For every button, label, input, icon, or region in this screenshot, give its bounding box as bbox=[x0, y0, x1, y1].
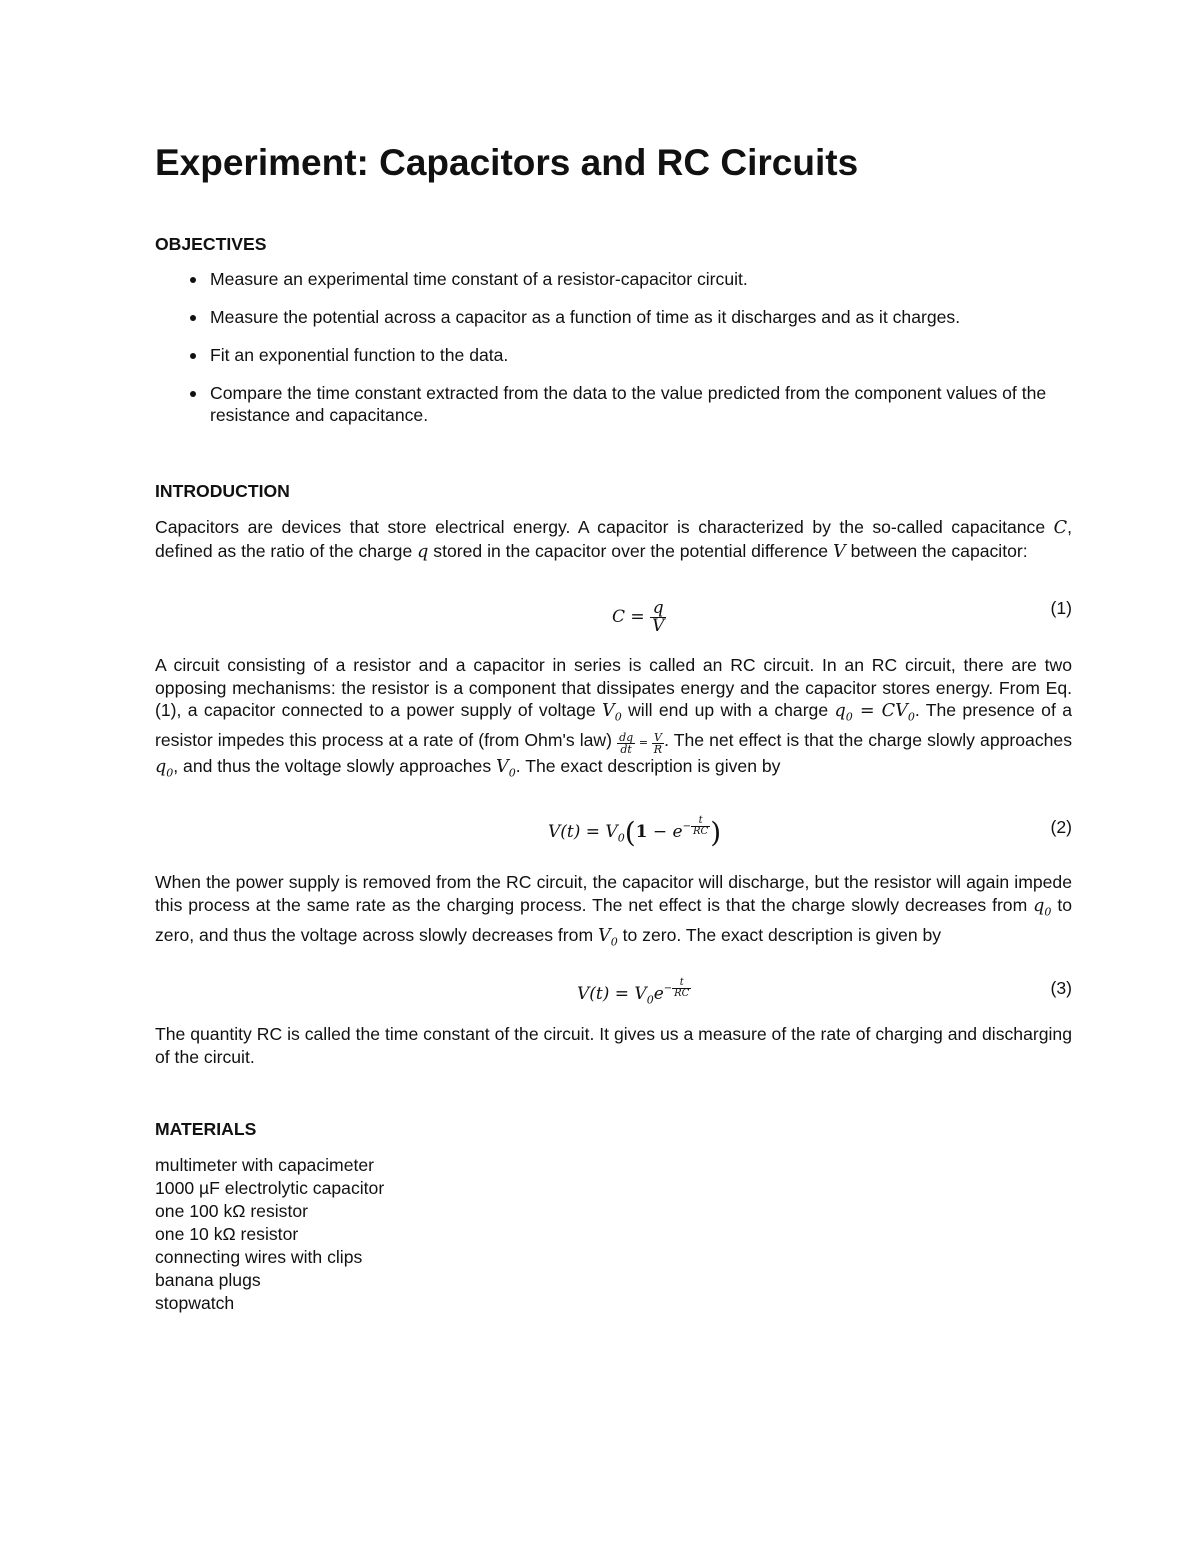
equation-3-formula: $V(t) = V_0e^{- \frac{t}{RC}}$ bbox=[577, 977, 690, 1007]
introduction-heading: INTRODUCTION bbox=[155, 481, 290, 501]
materials-list bbox=[155, 1154, 384, 1315]
document-title: Experiment: Capacitors and RC Circuits bbox=[155, 142, 859, 183]
list-item: Measure the potential across a capacitor as a function of time as it discharges and as it charges. bbox=[155, 306, 1072, 328]
equation-3 bbox=[155, 974, 1072, 1020]
list-item: Compare the time constant extracted from the data to the value predicted from the component values of the resistance and capacitance. bbox=[155, 382, 1072, 426]
intro-paragraph-3: When the power supply is removed from the RC circuit, the capacitor will discharge, but the resistor will again impede this process at the same rate as the charging process. The net effect is that the charge slowly decreases from $q_0$ to zero, and thus the voltage across slowly decreases from $V_0$ to zero. The exact description is given by bbox=[155, 872, 1072, 949]
list-item: Fit an exponential function to the data. bbox=[155, 344, 1072, 366]
objectives-list bbox=[155, 268, 1072, 442]
list-item: stopwatch bbox=[155, 1293, 235, 1313]
list-item: one 100 kΩ resistor bbox=[155, 1201, 309, 1221]
list-item: connecting wires with clips bbox=[155, 1247, 363, 1267]
list-item: banana plugs bbox=[155, 1270, 261, 1290]
equation-2-number: (2) bbox=[1050, 817, 1072, 837]
list-item: multimeter with capacimeter bbox=[155, 1155, 375, 1175]
list-item: 1000 µF electrolytic capacitor bbox=[155, 1178, 385, 1198]
intro-paragraph-4: The quantity RC is called the time constant of the circuit. It gives us a measure of the rate of charging and discharging of the circuit. bbox=[155, 1024, 1072, 1067]
equation-1 bbox=[155, 598, 1072, 644]
equation-1-formula: C = $\frac{q}{V}$ bbox=[612, 598, 665, 636]
materials-heading: MATERIALS bbox=[155, 1119, 257, 1139]
list-item: one 10 kΩ resistor bbox=[155, 1224, 299, 1244]
equation-2 bbox=[155, 812, 1072, 858]
intro-paragraph-1: Capacitors are devices that store electrical energy. A capacitor is characterized by the so-called capacitance C, defined as the ratio of the charge q stored in the capacitor over the potential difference V between the capacitor: bbox=[155, 517, 1072, 562]
intro-paragraph-2: A circuit consisting of a resistor and a capacitor in series is called an RC circuit. In an RC circuit, there are two opposing mechanisms: the resistor is a component that dissipates energy and the capacitor stores energy. From Eq. (1), a capacitor connected to a power supply of voltage $V_0$ will end up with a charge $q_0 = CV_0$. The presence of a resistor impedes this process at a rate of (from Ohm's law) $\frac{dq}{dt}$ = $\frac{V}{R}$ . The net effect is that the charge slowly approaches $q_0$, and thus the voltage slowly approaches $V_0$. The exact description is given by bbox=[155, 655, 1072, 780]
equation-3-number: (3) bbox=[1050, 978, 1072, 998]
equation-1-number: (1) bbox=[1050, 598, 1072, 618]
list-item: Measure an experimental time constant of a resistor-capacitor circuit. bbox=[155, 268, 1072, 290]
objectives-heading: OBJECTIVES bbox=[155, 234, 267, 254]
equation-2-formula: $V(t) = V_0(1 - e^{- \frac{t}{RC}}$ ) bbox=[548, 815, 722, 849]
